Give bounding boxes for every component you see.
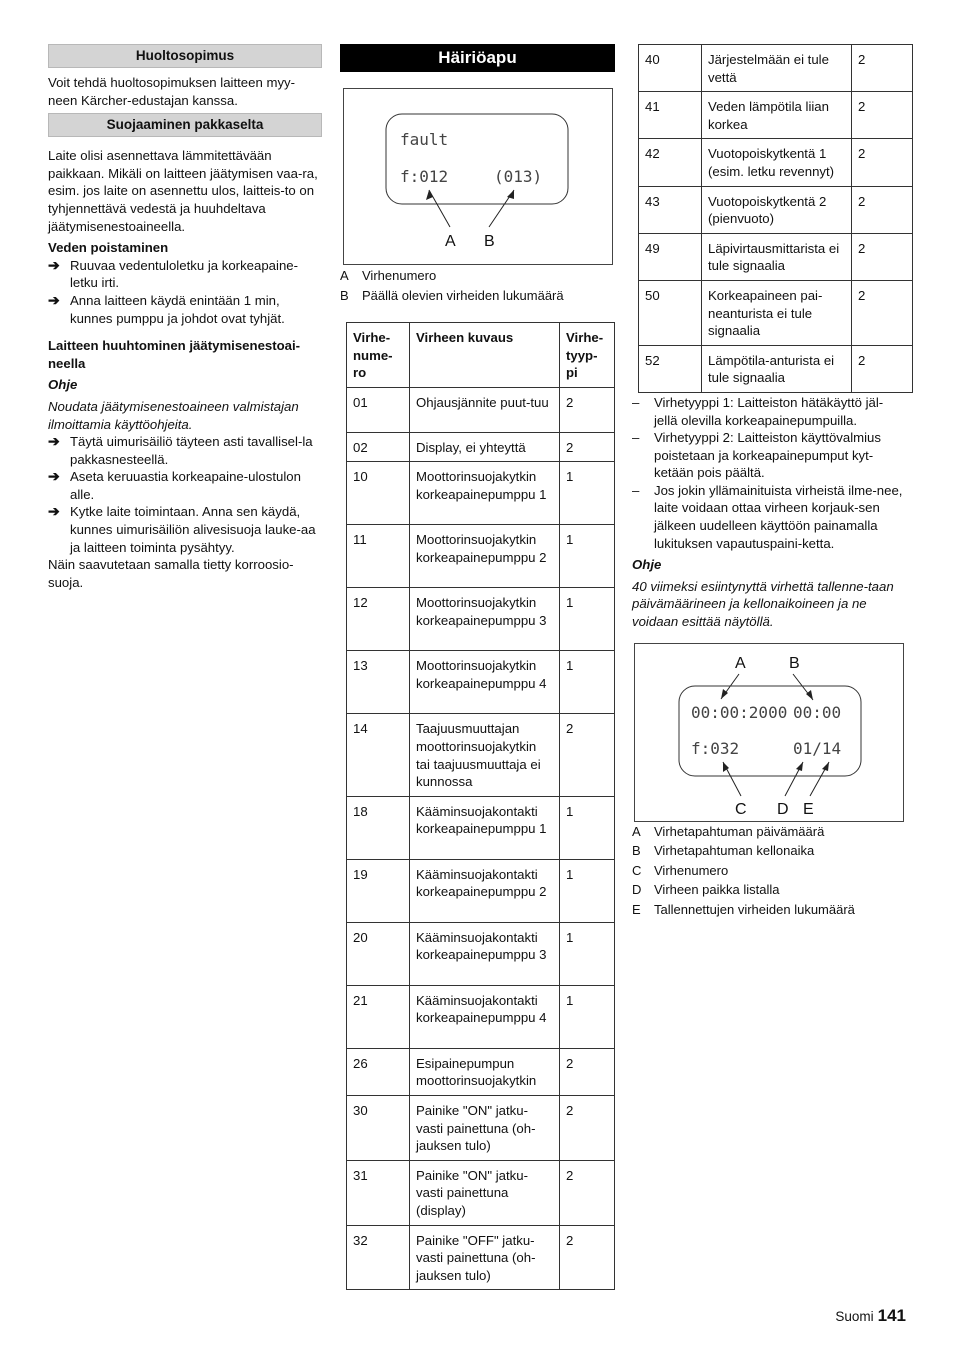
cell-desc: Läpivirtausmittarista ei tule signaalia	[702, 233, 852, 280]
table-row	[347, 985, 615, 1048]
dash-item: – Jos jokin yllämainituista virheistä ilme-nee, laite voidaan ottaa virheen korjauk-sen jälkeen uudelleen käyttöön painamalla lukituksen vapautuspaini-ketta.	[632, 482, 903, 551]
subheading-antifreeze-flush: Laitteen huuhtominen jäätymisenestoai-neella	[48, 338, 301, 371]
note-text: Noudata jäätymisenestoaineen valmistajan ilmoittamia käyttöohjeita.	[48, 398, 299, 432]
cell-desc: Kääminsuojakontakti korkeapainepumppu 1	[410, 796, 560, 859]
cell-num: 42	[639, 139, 702, 186]
table-row	[639, 345, 913, 392]
cell-type: 1	[560, 588, 615, 651]
table-row	[347, 432, 615, 462]
flush-step: ➔ Kytke laite toimintaan. Anna sen käydä, kunnes uimurisäiliön alivesisuoja lauke-aa ja laitteen toiminta pysähtyy.	[48, 503, 316, 555]
callout-a: A	[735, 654, 746, 672]
cell-num: 21	[347, 985, 410, 1048]
cell-desc: Järjestelmään ei tule vettä	[702, 45, 852, 92]
cell-num: 31	[347, 1160, 410, 1225]
cell-desc: Moottorinsuojakytkin korkeapainepumppu 4	[410, 651, 560, 714]
drain-step: ➔ Ruuvaa vedentuloletku ja korkeapaine-letku irti.	[48, 256, 298, 291]
table-row	[347, 1095, 615, 1160]
cell-num: 49	[639, 233, 702, 280]
table-header-row	[347, 323, 615, 388]
cell-type: 2	[852, 345, 913, 392]
table-row	[347, 859, 615, 922]
cell-desc: Painike "ON" jatku-vasti painettuna (oh-jauksen tulo)	[410, 1095, 560, 1160]
legend-item: D Virheen paikka listalla	[632, 882, 780, 898]
callout-b: B	[484, 233, 495, 250]
cell-type: 2	[560, 1160, 615, 1225]
table-row	[639, 92, 913, 139]
display-fault-code: f:012	[400, 167, 449, 186]
cell-num: 02	[347, 432, 410, 462]
table-row	[639, 186, 913, 233]
heading-troubleshooting: Häiriöapu	[340, 44, 615, 72]
legend-item: A Virhetapahtuman päivämäärä	[632, 823, 825, 839]
paragraph-frost-protection: Laite olisi asennettava lämmitettävään paikkaan. Mikäli on laitteen jäätymisen vaa-ra, esim. jos laite on asennettu ulos, laitteis-to on tyhjennettävä vedestä ja huuhdeltava jäätymisenestoaineella.	[48, 148, 318, 234]
display-fault-code: f:032	[691, 738, 740, 758]
table-row	[347, 651, 615, 714]
callout-a: A	[445, 233, 456, 250]
cell-num: 52	[639, 345, 702, 392]
dash-item: – Virhetyyppi 1: Laitteiston hätäkäyttö jäl-jellä olevilla korkeapainepumpuilla.	[632, 394, 884, 428]
heading-frost-protection: Suojaaminen pakkaselta	[48, 113, 322, 137]
callout-d: D	[777, 800, 789, 818]
cell-desc: Korkeapaineen pai-neanturista ei tule signaalia	[702, 280, 852, 345]
cell-desc: Painike "ON" jatku-vasti painettuna (display)	[410, 1160, 560, 1225]
fault-display-diagram	[344, 89, 612, 264]
right-column	[632, 44, 906, 919]
table-row	[639, 233, 913, 280]
heading-service-contract: Huoltosopimus	[48, 44, 322, 68]
cell-type: 2	[852, 186, 913, 233]
cell-type: 2	[560, 714, 615, 796]
cell-desc: Display, ei yhteyttä	[410, 432, 560, 462]
table-row	[639, 280, 913, 345]
legend-item: C Virhenumero	[632, 862, 729, 878]
error-table-continued	[638, 44, 913, 393]
callout-c: C	[735, 800, 747, 818]
cell-type: 1	[560, 859, 615, 922]
cell-desc: Vuotopoiskytkentä 2 (pienvuoto)	[702, 186, 852, 233]
column-header-number: Virhe-nume-ro	[347, 323, 410, 388]
cell-desc: Vuotopoiskytkentä 1 (esim. letku revennyt)	[702, 139, 852, 186]
cell-type: 2	[852, 139, 913, 186]
history-display-diagram	[635, 644, 903, 821]
table-row	[347, 588, 615, 651]
arrow-right-icon: ➔	[48, 433, 60, 450]
cell-type: 2	[560, 1048, 615, 1095]
cell-num: 19	[347, 859, 410, 922]
note-label: Ohje	[48, 377, 78, 393]
table-row	[347, 525, 615, 588]
cell-num: 32	[347, 1225, 410, 1290]
cell-num: 41	[639, 92, 702, 139]
page-footer	[835, 1307, 906, 1326]
cell-desc: Kääminsuojakontakti korkeapainepumppu 2	[410, 859, 560, 922]
legend-item: B Virhetapahtuman kellonaika	[632, 843, 815, 859]
table-row	[347, 796, 615, 859]
cell-desc: Moottorinsuojakytkin korkeapainepumppu 3	[410, 588, 560, 651]
cell-num: 14	[347, 714, 410, 796]
arrow-right-icon: ➔	[48, 468, 60, 485]
cell-desc: Veden lämpötila liian korkea	[702, 92, 852, 139]
table-row	[347, 387, 615, 432]
arrow-right-icon: ➔	[48, 291, 60, 308]
drain-step: ➔ Anna laitteen käydä enintään 1 min, kunnes pumppu ja johdot ovat tyhjät.	[48, 291, 285, 326]
paragraph-service-contract: Voit tehdä huoltosopimuksen laitteen myy-neen Kärcher-edustajan kanssa.	[48, 75, 296, 108]
cell-desc: Kääminsuojakontakti korkeapainepumppu 4	[410, 985, 560, 1048]
legend-item: A Virhenumero	[340, 268, 437, 283]
legend-item: E Tallennettujen virheiden lukumäärä	[632, 901, 855, 917]
callout-e: E	[803, 800, 814, 818]
legend-item: B Päällä olevien virheiden lukumäärä	[340, 287, 564, 303]
cell-type: 2	[852, 92, 913, 139]
cell-num: 12	[347, 588, 410, 651]
display-line-fault: fault	[400, 130, 449, 149]
column-header-description: Virheen kuvaus	[410, 323, 560, 388]
table-row	[347, 1048, 615, 1095]
table-row	[347, 1225, 615, 1290]
cell-desc: Esipainepumpun moottorinsuojakytkin	[410, 1048, 560, 1095]
paragraph-corrosion: Näin saavutetaan samalla tietty korroosio-suoja.	[48, 557, 294, 590]
cell-type: 2	[852, 233, 913, 280]
cell-num: 01	[347, 387, 410, 432]
cell-type: 1	[560, 525, 615, 588]
note-text: 40 viimeksi esiintynyttä virhettä tallenne-taan päivämäärineen ja kellonaikoineen ja ne voidaan esittää näytöllä.	[632, 578, 894, 630]
note-label: Ohje	[632, 557, 662, 573]
cell-type: 1	[560, 922, 615, 985]
middle-column	[340, 44, 615, 1290]
cell-desc: Taajuusmuuttajan moottorinsuojakytkin tai taajuusmuuttaja ei kunnossa	[410, 714, 560, 796]
table-row	[347, 1160, 615, 1225]
error-table	[346, 322, 615, 1290]
arrow-right-icon: ➔	[48, 503, 60, 520]
cell-type: 2	[560, 387, 615, 432]
table-row	[639, 45, 913, 92]
cell-type: 1	[560, 985, 615, 1048]
cell-num: 13	[347, 651, 410, 714]
arrow-right-icon: ➔	[48, 256, 60, 273]
display-figure-fault	[343, 88, 613, 265]
table-row	[347, 922, 615, 985]
cell-num: 18	[347, 796, 410, 859]
callout-b: B	[789, 654, 800, 672]
cell-type: 2	[560, 1095, 615, 1160]
table-row	[347, 462, 615, 525]
cell-desc: Painike "OFF" jatku-vasti painettuna (oh-jauksen tulo)	[410, 1225, 560, 1290]
cell-type: 1	[560, 462, 615, 525]
figure1-legend	[340, 266, 615, 305]
cell-num: 11	[347, 525, 410, 588]
cell-num: 40	[639, 45, 702, 92]
display-fault-count: (013)	[494, 167, 543, 186]
cell-num: 10	[347, 462, 410, 525]
cell-desc: Kääminsuojakontakti korkeapainepumppu 3	[410, 922, 560, 985]
flush-step: ➔ Täytä uimurisäiliö täyteen asti tavallisel-la pakkasnesteellä.	[48, 433, 313, 467]
error-type-notes	[632, 394, 906, 552]
cell-type: 1	[560, 651, 615, 714]
display-figure-history	[634, 643, 904, 822]
subheading-drain-water: Veden poistaminen	[48, 240, 169, 256]
display-date: 00:00:2000	[691, 702, 788, 722]
figure2-legend	[632, 822, 906, 920]
cell-num: 20	[347, 922, 410, 985]
cell-num: 26	[347, 1048, 410, 1095]
column-header-type: Virhe-tyyp-pi	[560, 323, 615, 388]
cell-num: 50	[639, 280, 702, 345]
footer-language: Suomi	[835, 1309, 874, 1324]
cell-type: 2	[560, 1225, 615, 1290]
table-row	[639, 139, 913, 186]
left-column	[48, 44, 322, 591]
cell-desc: Moottorinsuojakytkin korkeapainepumppu 1	[410, 462, 560, 525]
page-number: 141	[877, 1306, 906, 1325]
cell-type: 2	[852, 280, 913, 345]
display-time: 00:00	[793, 702, 842, 722]
cell-num: 30	[347, 1095, 410, 1160]
display-list-position: 01/14	[793, 738, 842, 758]
cell-num: 43	[639, 186, 702, 233]
dash-item: – Virhetyyppi 2: Laitteiston käyttövalmius poistetaan ja korkeapainepumput kyt-ketään pois päältä.	[632, 430, 881, 481]
cell-desc: Ohjausjännite puut-tuu	[410, 387, 560, 432]
cell-type: 2	[852, 45, 913, 92]
cell-desc: Lämpötila-anturista ei tule signaalia	[702, 345, 852, 392]
cell-desc: Moottorinsuojakytkin korkeapainepumppu 2	[410, 525, 560, 588]
cell-type: 2	[560, 432, 615, 462]
table-row	[347, 714, 615, 796]
flush-step: ➔ Aseta keruuastia korkeapaine-ulostulon alle.	[48, 468, 301, 502]
cell-type: 1	[560, 796, 615, 859]
